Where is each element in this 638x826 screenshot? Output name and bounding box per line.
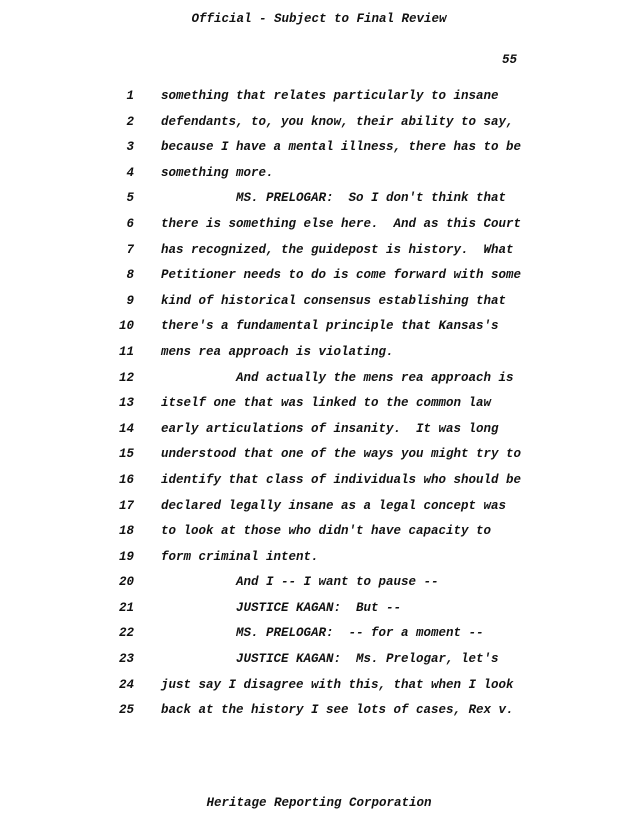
line-text: declared legally insane as a legal concept was [161,498,507,513]
line-number: 13 [118,396,134,411]
line-text: back at the history I see lots of cases, Rex v. [161,703,514,718]
line-text: mens rea approach is violating. [161,344,394,359]
line-text: And I -- I want to pause -- [161,575,439,590]
transcript-line [0,166,638,192]
line-text: early articulations of insanity. It was long [161,421,499,436]
header-review-notice: Official - Subject to Final Review [191,12,447,26]
line-number: 20 [118,575,134,590]
line-text: identify that class of individuals who should be [161,472,522,487]
line-text: form criminal intent. [161,549,319,564]
transcript-line [0,422,638,448]
transcript-line [0,191,638,217]
line-text: has recognized, the guidepost is history. What [161,242,514,257]
transcript-line [0,319,638,345]
line-number: 18 [118,524,134,539]
line-text: Petitioner needs to do is come forward with some [161,268,522,283]
transcript-line [0,396,638,422]
line-number: 23 [118,652,134,667]
line-text: there is something else here. And as this Court [161,216,522,231]
line-number: 6 [126,216,134,231]
line-text: something more. [161,165,274,180]
line-text: And actually the mens rea approach is [161,370,514,385]
line-text: because I have a mental illness, there has to be [161,140,522,155]
transcript-line [0,652,638,678]
transcript-line [0,140,638,166]
line-number: 24 [118,677,134,692]
line-text: itself one that was linked to the common law [161,396,492,411]
line-number: 25 [118,703,134,718]
page-number: 55 [501,53,517,67]
line-number: 15 [118,447,134,462]
line-number: 12 [118,370,134,385]
line-number: 2 [126,114,134,129]
line-text: JUSTICE KAGAN: But -- [161,600,402,615]
transcript-line [0,473,638,499]
line-number: 10 [118,319,134,334]
line-text: defendants, to, you know, their ability to say, [161,114,514,129]
line-text: just say I disagree with this, that when I look [161,677,514,692]
transcript-line [0,703,638,729]
transcript-line [0,524,638,550]
line-number: 11 [118,344,134,359]
line-number: 7 [126,242,134,257]
line-number: 4 [126,165,134,180]
transcript-line [0,499,638,525]
line-text: MS. PRELOGAR: -- for a moment -- [161,626,484,641]
line-number: 17 [118,498,134,513]
line-text: to look at those who didn't have capacity to [161,524,492,539]
line-text: understood that one of the ways you might try to [161,447,522,462]
transcript-line [0,115,638,141]
transcript-line [0,371,638,397]
line-text: MS. PRELOGAR: So I don't think that [161,191,507,206]
transcript-line [0,89,638,115]
line-text: there's a fundamental principle that Kansas's [161,319,499,334]
transcript-line [0,217,638,243]
line-text: something that relates particularly to insane [161,89,499,103]
line-number: 19 [118,549,134,564]
line-text: JUSTICE KAGAN: Ms. Prelogar, let's [161,652,499,667]
line-number: 21 [118,600,134,615]
transcript-line [0,550,638,576]
transcript-lines [0,89,638,729]
line-text: kind of historical consensus establishing that [161,293,507,308]
line-number: 3 [126,140,134,155]
line-number: 16 [118,472,134,487]
line-number: 1 [126,89,134,103]
transcript-line [0,447,638,473]
line-number: 9 [126,293,134,308]
transcript-line [0,601,638,627]
transcript-line [0,345,638,371]
transcript-line [0,268,638,294]
line-number: 5 [126,191,134,206]
line-number: 14 [118,421,134,436]
transcript-line [0,243,638,269]
transcript-line [0,678,638,704]
transcript-line [0,294,638,320]
line-number: 22 [118,626,134,641]
footer-reporting-corporation: Heritage Reporting Corporation [206,796,432,810]
transcript-line [0,626,638,652]
line-number: 8 [126,268,134,283]
transcript-line [0,575,638,601]
